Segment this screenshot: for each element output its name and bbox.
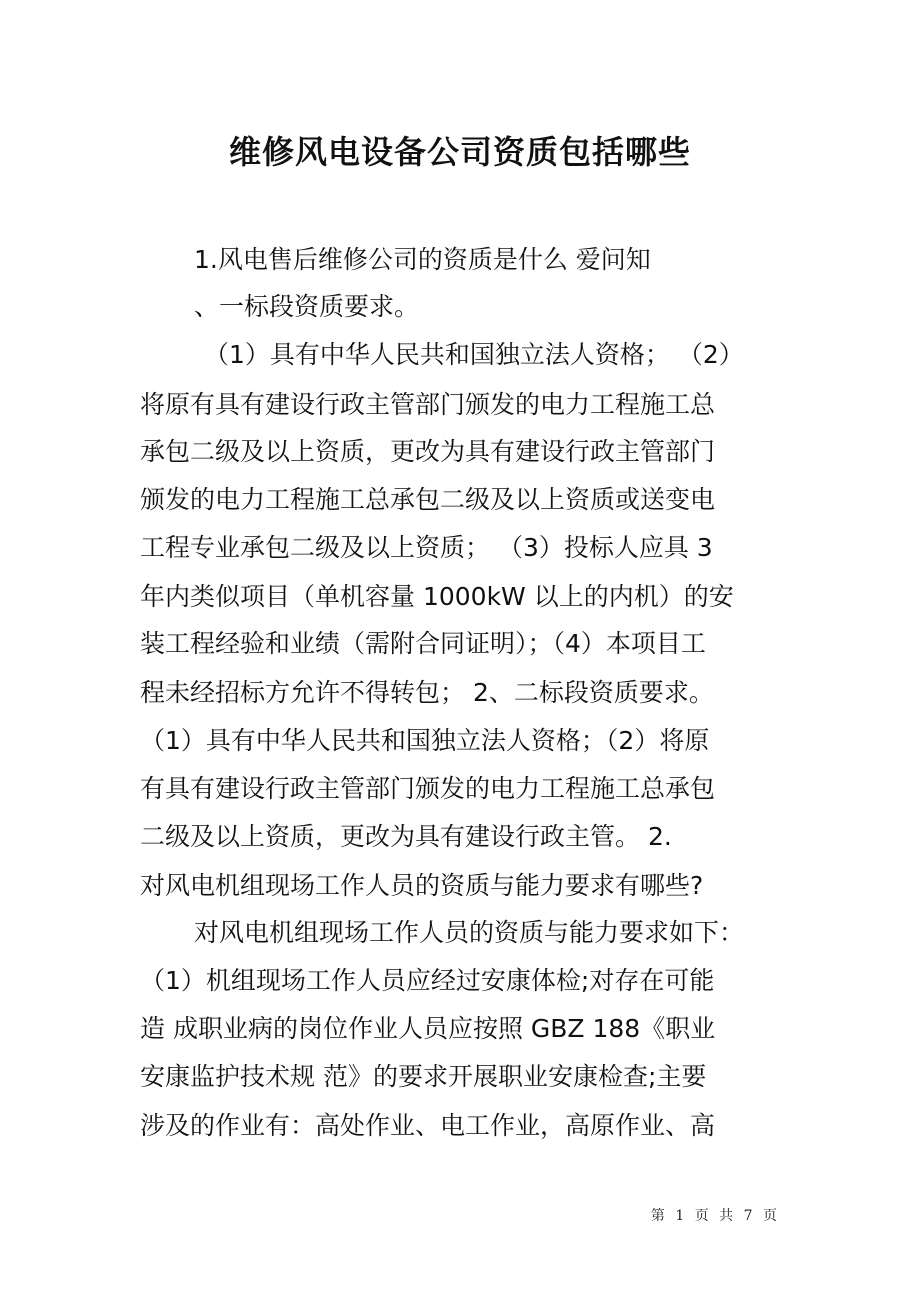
body-line: 安康监护技术规 范》的要求开展职业安康检查;主要 bbox=[140, 1062, 707, 1091]
body-line: 有具有建设行政主管部门颁发的电力工程施工总承包 bbox=[140, 774, 716, 803]
body-line: 涉及的作业有：高处作业、电工作业，高原作业、高 bbox=[140, 1111, 716, 1140]
body-line: 造 成职业病的岗位作业人员应按照 GBZ 188《职业 bbox=[140, 1014, 716, 1043]
body-line: 承包二级及以上资质，更改为具有建设行政主管部门 bbox=[140, 437, 716, 466]
body-line: 工程专业承包二级及以上资质； （3）投标人应具 3 bbox=[140, 533, 713, 562]
body-line: （1）机组现场工作人员应经过安康体检;对存在可能 bbox=[140, 966, 715, 995]
page-number: 第 1 页 共 7 页 bbox=[650, 1208, 780, 1224]
body-line: 1.风电售后维修公司的资质是什么 爱问知 bbox=[194, 245, 651, 274]
body-line: 年内类似项目（单机容量 1000kW 以上的内机）的安 bbox=[140, 582, 734, 611]
document-title: 维修风电设备公司资质包括哪些 bbox=[228, 133, 691, 171]
body-line: 对风电机组现场工作人员的资质与能力要求如下： bbox=[194, 918, 745, 947]
body-line: 二级及以上资质，更改为具有建设行政主管。 2. bbox=[140, 822, 672, 851]
body-line: 颁发的电力工程施工总承包二级及以上资质或送变电 bbox=[140, 485, 716, 514]
body-line: 程未经招标方允许不得转包； 2、二标段资质要求。 bbox=[140, 678, 714, 707]
body-line: 装工程经验和业绩（需附合同证明）；（4）本项目工 bbox=[140, 629, 706, 658]
body-line: （1）具有中华人民共和国独立法人资格； （2） bbox=[204, 340, 744, 369]
body-line: （1）具有中华人民共和国独立法人资格；（2）将原 bbox=[140, 726, 710, 755]
body-line: 对风电机组现场工作人员的资质与能力要求有哪些? bbox=[140, 871, 704, 900]
body-line: 将原有具有建设行政主管部门颁发的电力工程施工总 bbox=[140, 390, 716, 419]
body-line: 、一标段资质要求。 bbox=[194, 292, 420, 321]
